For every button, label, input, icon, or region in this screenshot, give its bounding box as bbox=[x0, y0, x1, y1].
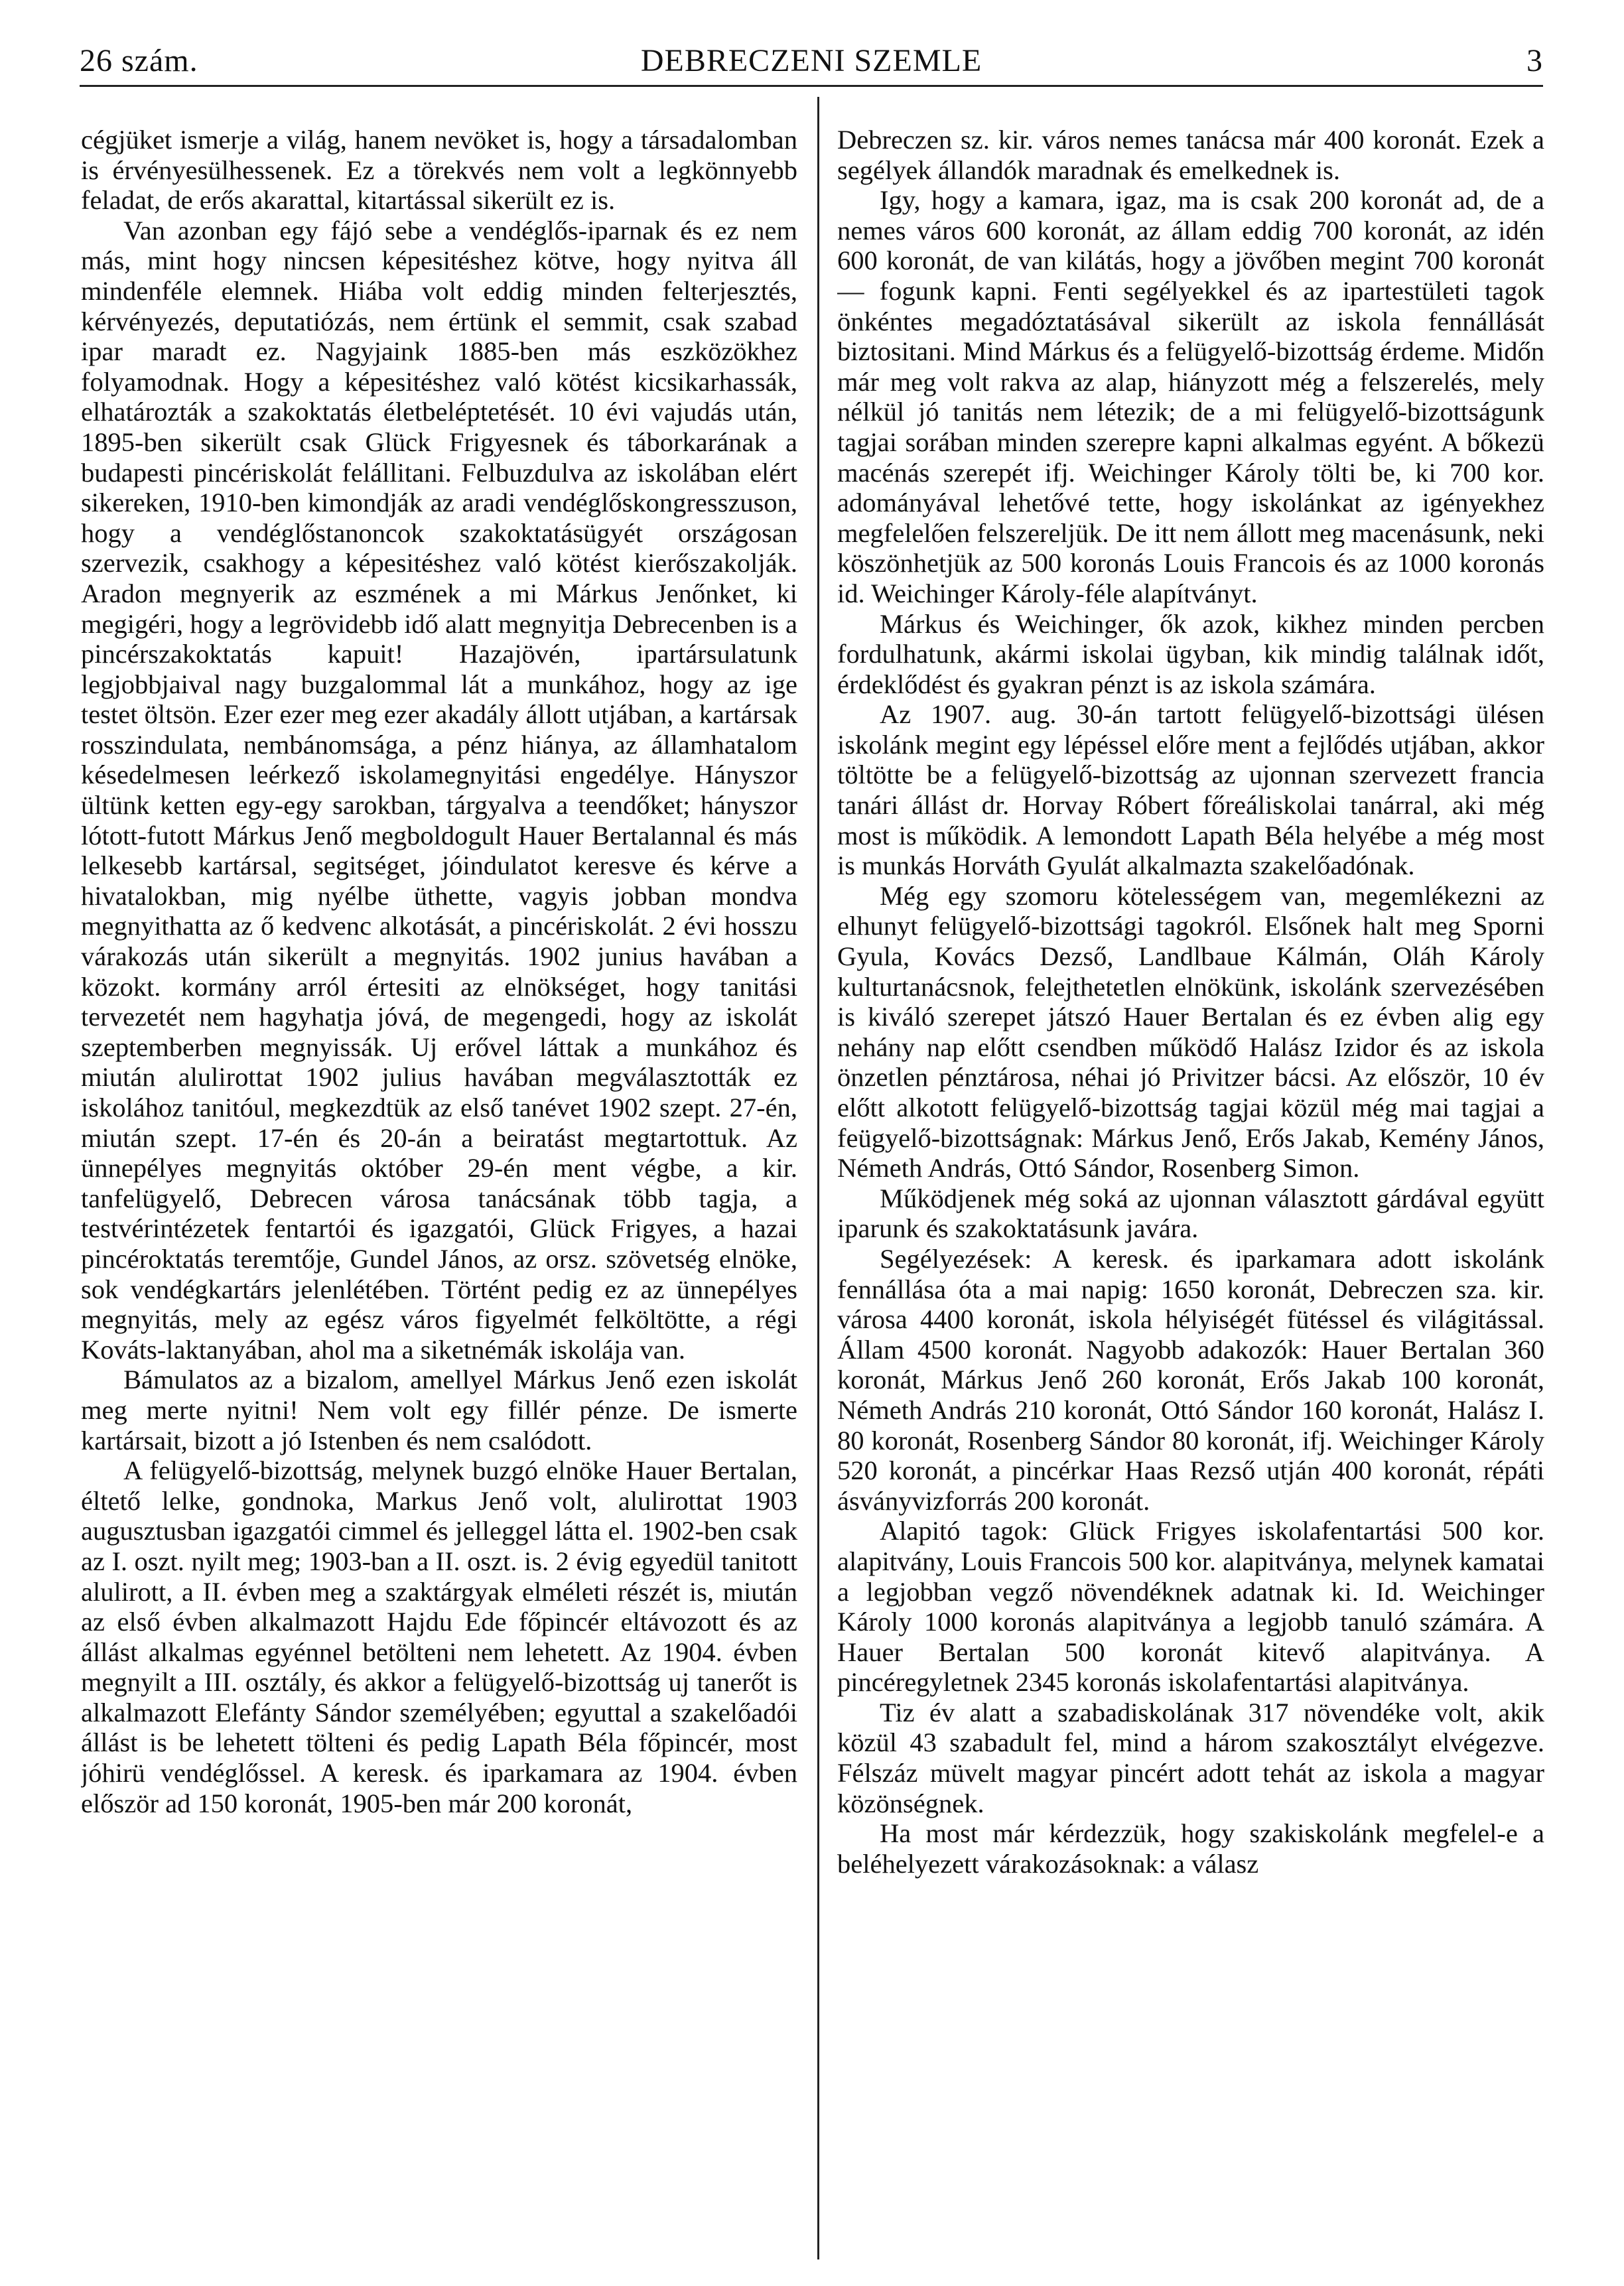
paragraph: Tiz év alatt a szabadiskolának 317 növendéke volt, akik közül 43 szabadult fel, mind a három szakosztályt elvégezve. Félszáz müvelt magyar pincért adott tehát az iskola a magyar közönségnek. bbox=[837, 1697, 1544, 1818]
page-number: 3 bbox=[1526, 43, 1543, 78]
header-rule bbox=[80, 85, 1543, 87]
right-column bbox=[837, 125, 1544, 2274]
paragraph: Ha most már kérdezzük, hogy szakiskolánk megfelel-e a beléhelyezett várakozásoknak: a válasz bbox=[837, 1818, 1544, 1879]
paragraph: Még egy szomoru kötelességem van, megemlékezni az elhunyt felügyelő-bizottsági tagokról. Elsőnek halt meg Sporni Gyula, Kovács Dezső, Landlbaue Kálmán, Oláh Károly kulturtanácsnok, felejthetetlen elnökünk, iskolánk szervezésében is kiváló szerepet játszó Hauer Bertalan és ez évben alig egy nehány nap előtt csendben működő Halász Izidor és az iskola önzetlen pénztárosa, néhai jó Privitzer bácsi. Az először, 10 év előtt alkotott felügyelő-bizottság tagjai közül még mai tagjai a feügyelő-bizottságnak: Márkus Jenő, Erős Jakab, Kemény János, Németh András, Ottó Sándor, Rosenberg Simon. bbox=[837, 880, 1544, 1183]
left-column bbox=[81, 125, 797, 2274]
paragraph: Márkus és Weichinger, ők azok, kikhez minden percben fordulhatunk, akármi iskolai ügyban, kik mindig találnak időt, érdeklődést és gyakran pénzt is az iskola számára. bbox=[837, 608, 1544, 699]
paragraph: cégjüket ismerje a világ, hanem nevöket is, hogy a társadalomban is érvényesülhessenek. Ez a törekvés nem volt a legkönnyebb feladat, de erős akarattal, kitartással sikerült ez is. bbox=[81, 125, 797, 216]
paragraph: Bámulatos az a bizalom, amellyel Márkus Jenő ezen iskolát meg merte nyitni! Nem volt egy fillér pénze. De ismerte kartársait, bizott a jó Istenben és nem csalódott. bbox=[81, 1365, 797, 1455]
page-header bbox=[80, 41, 1543, 81]
paragraph: A felügyelő-bizottság, melynek buzgó elnöke Hauer Bertalan, éltető lelke, gondnoka, Markus Jenő volt, alulirottat 1903 augusztusban igazgatói cimmel és jelleggel látta el. 1902-ben csak az I. oszt. nyilt meg; 1903-ban a II. oszt. is. 2 évig egyedül tanitott alulirott, a II. évben meg a szaktárgyak elméleti részét is, miután az első évben alkalmazott Hajdu Ede főpincér eltávozott és az állást alkalmas egyénnel betölteni nem lehetett. Az 1904. évben megnyilt a III. osztály, és akkor a felügyelő-bizottság uj tanerőt is alkalmazott Elefánty Sándor személyében; egyuttal a szakelőadói állást is be lehetett tölteni és pedig Lapath Béla főpincér, most jóhirü vendéglőssel. A keresk. és iparkamara az 1904. évben először ad 150 koronát, 1905-ben már 200 koronát, bbox=[81, 1455, 797, 1818]
paragraph: Igy, hogy a kamara, igaz, ma is csak 200 koronát ad, de a nemes város 600 koronát, az állam eddig 700 koronát, az idén 600 koronát, de van kilátás, hogy a jövőben megint 700 koronát — fogunk kapni. Fenti segélyekkel és az ipartestületi tagok önkéntes megadóztatásával sikerült az iskola fennállását biztositani. Mind Márkus és a felügyelő-bizottság érdeme. Midőn már meg volt rakva az alap, hiányzott még a felszerelés, mely nélkül jó tanitás nem létezik; de a mi felügyelő-bizottságunk tagjai sorában minden szerepre kapni alkalmas egyént. A bőkezü macénás szerepét ifj. Weichinger Károly tölti be, ki 700 kor. adományával lehetővé tette, hogy iskolánkat az igényekhez megfelelően felszereljük. De itt nem állott meg macenásunk, neki köszönhetjük az 500 koronás Louis Francois és az 1000 koronás id. Weichinger Károly-féle alapítványt. bbox=[837, 185, 1544, 608]
paragraph: Alapitó tagok: Glück Frigyes iskolafentartási 500 kor. alapitvány, Louis Francois 500 kor. alapitványa, melynek kamatai a legjobban vegző növendéknek adatnak ki. Id. Weichinger Károly 1000 koronás alapitványa a legjobb tanuló számára. A Hauer Bertalan 500 koronát kitevő alapitványa. A pincéregyletnek 2345 koronás iskolafentartási alapitványa. bbox=[837, 1516, 1544, 1698]
paragraph: Van azonban egy fájó sebe a vendéglős-iparnak és ez nem más, mint hogy nincsen képesitéshez kötve, hogy nyitva áll mindenféle elemnek. Hiába volt eddig minden felterjesztés, kérvényezés, deputatiózás, nem értünk el semmit, csak szabad ipar maradt ez. Nagyjaink 1885-ben más eszközökhez folyamodnak. Hogy a képesitéshez való kötést kicsikarhassák, elhatározták a szakoktatás életbeléptetését. 10 évi vajudás után, 1895-ben sikerült csak Glück Frigyesnek és táborkarának a budapesti pincériskolát felállitani. Felbuzdulva az iskolában elért sikereken, 1910-ben kimondják az aradi vendéglőskongresszuson, hogy a vendéglőstanoncok szakoktatásügyét országosan szervezik, csakhogy a képesitéshez való kötést kierőszakolják. Aradon megnyerik az eszmének a mi Márkus Jenőnket, ki megigéri, hogy a legrövidebb idő alatt megnyitja Debrecenben is a pincérszakoktatás kapuit! Hazajövén, ipartársulatunk legjobbjaival nagy buzgalommal lát a munkához, hogy az ige testet öltsön. Ezer ezer meg ezer akadály állott utjában, a kartársak rosszindulata, nembánomsága, a pénz hiánya, az államhatalom késedelmesen leérkező iskolamegnyitási engedélye. Hányszor ültünk ketten egy-egy sarokban, tárgyalva a teendőket; hányszor lótott-futott Márkus Jenő megboldogult Hauer Bertalannal és más lelkesebb kartársal, segitséget, jóindulatot keresve és kérve a hivatalokban, mig nyélbe üthette, vagyis jobban mondva megnyithatta az ő kedvenc alkotását, a pincériskolát. 2 évi hosszu várakozás után sikerült a megnyitás. 1902 junius havában a közokt. kormány arról értesiti az elnökséget, hogy tanitási tervezetét nem hagyhatja jóvá, de megengedi, hogy az iskolát szeptemberben megnyissák. Uj erővel láttak a munkához és miután alulirottat 1902 julius havában megválasztották ez iskolához tanitóul, megkezdtük az első tanévet 1902 szept. 27-én, miután szept. 17-én és 20-án a beiratást megtartottuk. Az ünnepélyes megnyitás október 29-én ment végbe, a kir. tanfelügyelő, Debrecen városa tanácsának több tagja, a testvérintézetek fentartói és igazgatói, Glück Frigyes, a hazai pincéroktatás teremtője, Gundel János, az orsz. szövetség elnöke, sok vendégkartárs jelenlétében. Történt pedig ez az ünnepélyes megnyitás, mely az egész város figyelmét felköltötte, a régi Kováts-laktanyában, ahol ma a siketnémák iskolája van. bbox=[81, 215, 797, 1365]
paragraph: Debreczen sz. kir. város nemes tanácsa már 400 koronát. Ezek a segélyek állandók maradnak és emelkednek is. bbox=[837, 125, 1544, 185]
paragraph: Működjenek még soká az ujonnan választott gárdával együtt iparunk és szakoktatásunk javára. bbox=[837, 1183, 1544, 1244]
issue-number: 26 szám. bbox=[80, 43, 198, 78]
publication-title: DEBRECZENI SZEMLE bbox=[640, 43, 982, 78]
paragraph: Segélyezések: A keresk. és iparkamara adott iskolánk fennállása óta a mai napig: 1650 koronát, Debreczen sza. kir. városa 4400 koronát, iskola hélyiségét fütéssel és világitással. Állam 4500 koronát. Nagyobb adakozók: Hauer Bertalan 360 koronát, Márkus Jenő 260 koronát, Erős Jakab 100 koronát, Németh András 210 koronát, Ottó Sándor 160 koronát, Halász I. 80 koronát, Rosenberg Sándor 80 koronát, ifj. Weichinger Károly 520 koronát, a pincérkar Haas Rezső utján 400 koronát, répáti ásványvizforrás 200 koronát. bbox=[837, 1243, 1544, 1516]
column-divider bbox=[817, 97, 819, 2259]
paragraph: Az 1907. aug. 30-án tartott felügyelő-bizottsági ülésen iskolánk megint egy lépéssel előre ment a fejlődés utjában, akkor töltötte be a felügyelő-bizottság az ujonnan szervezett francia tanári állást dr. Horvay Róbert főreáliskolai tanárral, aki még most is működik. A lemondott Lapath Béla helyébe a még most is munkás Horváth Gyulát alkalmazta szakelőadónak. bbox=[837, 699, 1544, 881]
